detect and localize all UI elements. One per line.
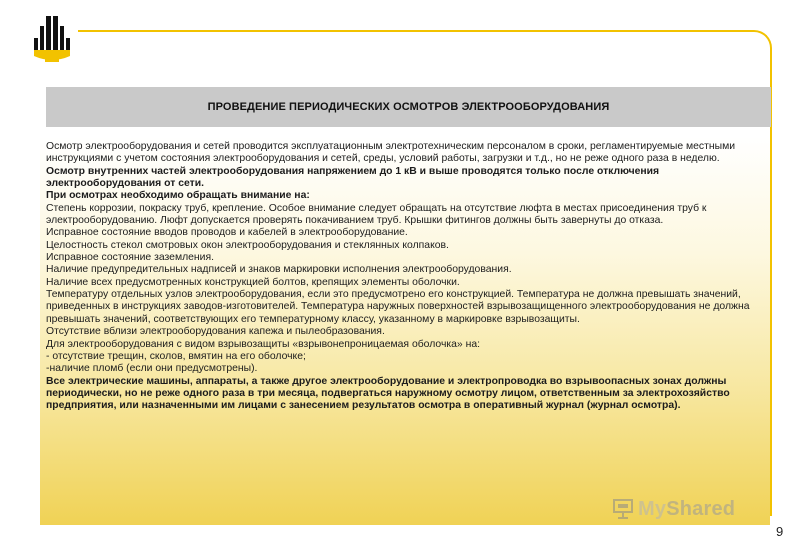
paragraph-11: Отсутствие вблизи электрооборудования капежа и пылеобразования. (46, 326, 385, 338)
presentation-board-icon (612, 498, 634, 520)
paragraph-7: Исправное состояние заземления. (46, 252, 214, 264)
title-bar (46, 87, 771, 127)
watermark-suffix: Shared (666, 497, 736, 520)
paragraph-14: -наличие пломб (если они предусмотрены). (46, 363, 258, 375)
page-number: 9 (776, 524, 784, 539)
watermark (612, 496, 735, 522)
paragraph-13: - отсутствие трещин, сколов, вмятин на его оболочке; (46, 350, 306, 362)
paragraph-5: Исправное состояние вводов проводов и кабелей в электрооборудование. (46, 227, 408, 239)
paragraph-4: Степень коррозии, покраску труб, крепление. Особое внимание следует обращать на отсутствие люфта в местах присоединения труб к электрооборудованию. Люфт допускается проверять покачиванием труб. Крышки фитингов должны быть завернуты до отказа. (46, 202, 707, 227)
paragraph-9: Наличие всех предусмотренных конструкцией болтов, крепящих элементы оболочки. (46, 276, 460, 288)
body-text (46, 141, 764, 413)
slide-title: ПРОВЕДЕНИЕ ПЕРИОДИЧЕСКИХ ОСМОТРОВ ЭЛЕКТРООБОРУДОВАНИЯ (207, 101, 610, 113)
paragraph-3: При осмотрах необходимо обращать внимание на: (46, 190, 310, 202)
paragraph-1: Осмотр электрооборудования и сетей проводится эксплуатационным электротехническим персоналом в сроки, регламентируемые местными инструкциями с учетом состояния электрооборудования и сетей, среды, условий работы, загрузки и т.д., но не реже одного раза в неделю. (46, 141, 736, 165)
paragraph-10: Температуру отдельных узлов электрооборудования, если это предусмотрено его конструкцией. Температура не должна превышать значений, приведенных в инструкциях заводов-изготовителей. Температура наружных поверхностей взрывозащищенного электрооборудования не должна превышать значений, соответствующих его температурному классу, указанному в маркировке взрывозащиты. (46, 289, 750, 325)
frame-right-line (770, 76, 772, 516)
paragraph-6: Целостность стекол смотровых окон электрооборудования и стеклянных колпаков. (46, 239, 449, 251)
frame-top-line (78, 30, 772, 78)
paragraph-15: Все электрические машины, аппараты, а также другое электрооборудование и электропроводка во взрывоопасных зонах должны периодически, но не реже одного раза в три месяца, подвергаться наружному осмотру лицом, ответственным за электрохозяйство предприятия, или назначенными им лицами с занесением результатов осмотра в оперативный журнал (журнал осмотра). (46, 375, 730, 412)
company-logo-icon (30, 12, 74, 64)
paragraph-2: Осмотр внутренних частей электрооборудования напряжением до 1 кВ и выше проводятся только после отключения электрооборудования от сети. (46, 165, 660, 190)
watermark-text (638, 498, 735, 521)
content-area (40, 137, 770, 525)
paragraph-8: Наличие предупредительных надписей и знаков маркировки исполнения электрооборудования. (46, 264, 512, 276)
paragraph-12: Для электрооборудования с видом взрывозащиты «взрывонепроницаемая оболочка» на: (46, 338, 480, 350)
watermark-prefix: My (638, 497, 667, 520)
